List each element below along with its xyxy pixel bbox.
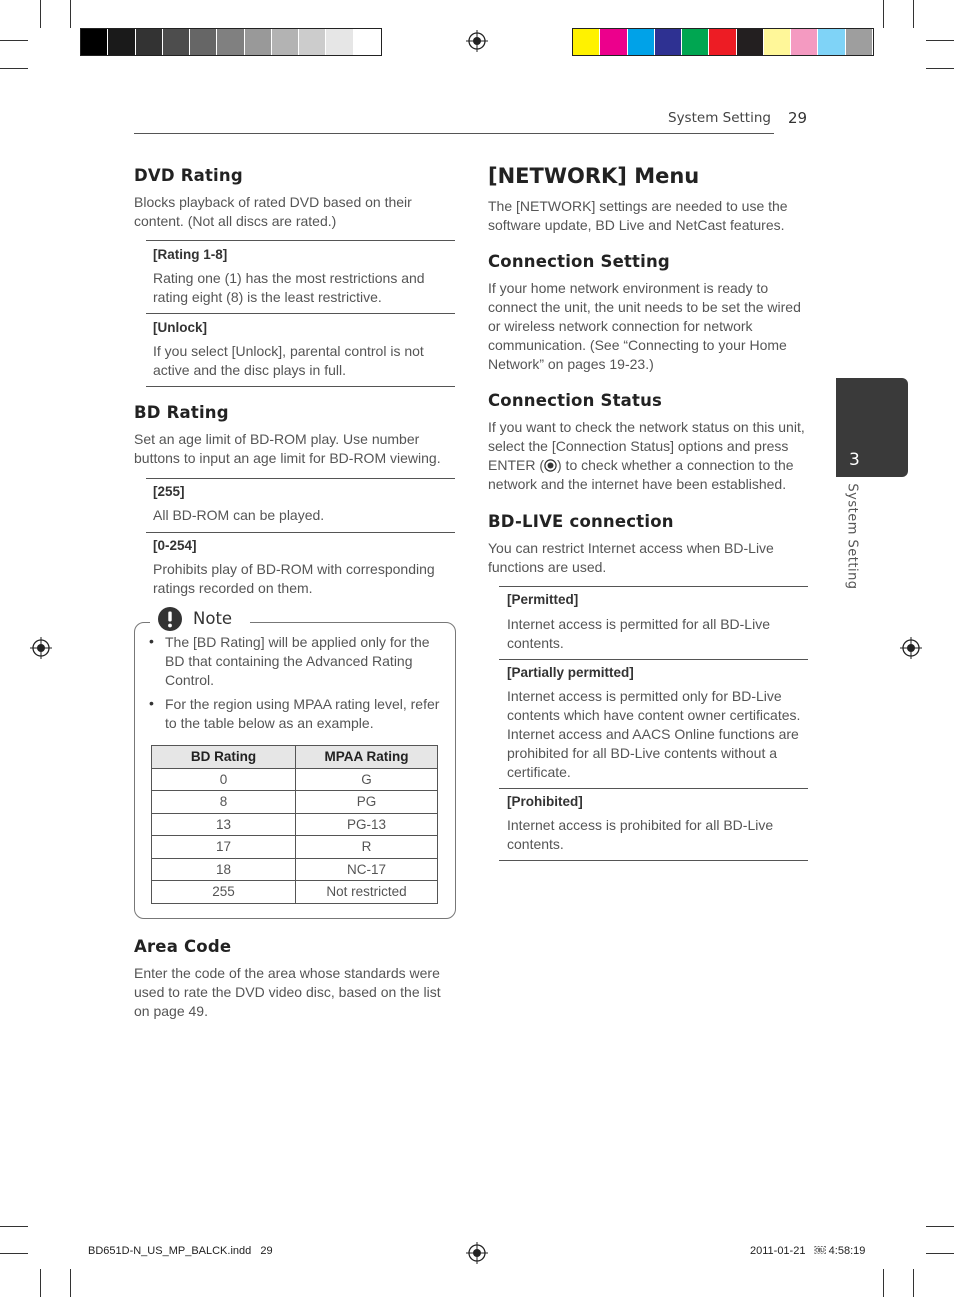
column-header: MPAA Rating bbox=[296, 746, 438, 769]
calibration-swatch bbox=[299, 29, 325, 55]
option-title: [Partially permitted] bbox=[507, 665, 634, 680]
exclamation-icon bbox=[157, 606, 183, 632]
table-cell: 0 bbox=[152, 768, 296, 791]
divider bbox=[146, 386, 455, 387]
bd-rating-heading: BD Rating bbox=[134, 403, 229, 422]
table-cell: PG bbox=[296, 791, 438, 814]
divider bbox=[499, 860, 808, 861]
calibration-swatch bbox=[272, 29, 298, 55]
footer-timestamp: 2011-01-21 ￼ 4:58:19 bbox=[750, 1245, 866, 1257]
calibration-swatch bbox=[600, 29, 626, 55]
calibration-swatch bbox=[737, 29, 763, 55]
bd-live-description: You can restrict Internet access when BD-Live functions are used. bbox=[488, 540, 774, 575]
divider bbox=[146, 313, 455, 314]
divider bbox=[499, 586, 808, 587]
connection-status-description bbox=[488, 418, 810, 494]
chapter-number: 3 bbox=[849, 450, 860, 470]
calibration-swatch bbox=[764, 29, 790, 55]
calibration-swatch bbox=[573, 29, 599, 55]
option-description: Internet access is permitted only for BD-Live contents which have content owner certificates. Internet access and AACS Online functions are prohibited for all BD-Live contents without a certificate. bbox=[507, 688, 801, 780]
option-description: All BD-ROM can be played. bbox=[153, 507, 325, 523]
calibration-swatch bbox=[682, 29, 708, 55]
header-section-title: System Setting bbox=[668, 110, 771, 126]
note-label: Note bbox=[193, 609, 233, 628]
table-cell: 8 bbox=[152, 791, 296, 814]
calibration-swatch bbox=[791, 29, 817, 55]
note-bullet: For the region using MPAA rating level, refer to the table below as an example. bbox=[165, 696, 440, 731]
bullet-icon: • bbox=[149, 633, 154, 649]
connection-status-text-1: If you want to check the network status on this unit, select the [Connection Status] options and press ENTER ( bbox=[488, 419, 805, 473]
color-calibration-bar bbox=[572, 28, 874, 56]
table-cell: G bbox=[296, 768, 438, 791]
table-row bbox=[152, 836, 438, 859]
calibration-swatch bbox=[190, 29, 216, 55]
table-cell: 17 bbox=[152, 836, 296, 859]
footer-file-name: BD651D-N_US_MP_BALCK.indd 29 bbox=[88, 1245, 273, 1257]
connection-status-heading: Connection Status bbox=[488, 391, 663, 410]
option-description: Rating one (1) has the most restrictions and rating eight (8) is the least restrictive. bbox=[153, 270, 425, 305]
registration-mark-icon bbox=[466, 30, 488, 52]
calibration-swatch bbox=[217, 29, 243, 55]
enter-button-icon bbox=[544, 459, 557, 472]
column-header: BD Rating bbox=[152, 746, 296, 769]
calibration-swatch bbox=[163, 29, 189, 55]
divider bbox=[499, 788, 808, 789]
calibration-swatch bbox=[846, 29, 872, 55]
connection-setting-description: If your home network environment is ready to connect the unit, the unit needs to be set the wired or wireless network connection for network communication. (See “Connecting to your Home Network” on pages 19-23.) bbox=[488, 280, 801, 372]
option-title: [Unlock] bbox=[153, 320, 207, 335]
table-header-row bbox=[152, 746, 438, 769]
calibration-swatch bbox=[326, 29, 352, 55]
table-cell: 13 bbox=[152, 813, 296, 836]
table-row bbox=[152, 791, 438, 814]
option-description: Internet access is permitted for all BD-Live contents. bbox=[507, 616, 770, 651]
bd-live-heading: BD-LIVE connection bbox=[488, 512, 674, 531]
rating-table bbox=[151, 745, 438, 904]
area-code-heading: Area Code bbox=[134, 937, 232, 956]
chapter-tab-label: System Setting bbox=[844, 483, 860, 590]
table-row bbox=[152, 768, 438, 791]
calibration-swatch bbox=[628, 29, 654, 55]
calibration-swatch bbox=[354, 29, 380, 55]
network-description: The [NETWORK] settings are needed to use the software update, BD Live and NetCast features. bbox=[488, 198, 788, 233]
header-rule bbox=[134, 133, 774, 134]
calibration-swatch bbox=[245, 29, 271, 55]
divider bbox=[499, 659, 808, 660]
divider bbox=[146, 532, 455, 533]
table-cell: R bbox=[296, 836, 438, 859]
table-row bbox=[152, 881, 438, 904]
option-title: [Permitted] bbox=[507, 592, 579, 607]
registration-mark-icon bbox=[900, 637, 922, 659]
table-cell: NC-17 bbox=[296, 858, 438, 881]
calibration-swatch bbox=[655, 29, 681, 55]
calibration-swatch bbox=[818, 29, 844, 55]
page-number: 29 bbox=[788, 109, 808, 127]
connection-setting-heading: Connection Setting bbox=[488, 252, 670, 271]
option-title: [0-254] bbox=[153, 538, 197, 553]
registration-mark-icon bbox=[466, 1242, 488, 1264]
table-cell: Not restricted bbox=[296, 881, 438, 904]
table-cell: PG-13 bbox=[296, 813, 438, 836]
calibration-swatch bbox=[81, 29, 107, 55]
option-description: Internet access is prohibited for all BD-Live contents. bbox=[507, 817, 774, 852]
calibration-swatch bbox=[108, 29, 134, 55]
registration-mark-icon bbox=[30, 637, 52, 659]
option-title: [Prohibited] bbox=[507, 794, 583, 809]
area-code-description: Enter the code of the area whose standards were used to rate the DVD video disc, based on the list on page 49. bbox=[134, 965, 441, 1019]
network-menu-title: [NETWORK] Menu bbox=[488, 164, 700, 188]
divider bbox=[146, 478, 455, 479]
chapter-tab bbox=[836, 378, 908, 477]
option-description: If you select [Unlock], parental control is not active and the disc plays in full. bbox=[153, 343, 424, 378]
table-cell: 255 bbox=[152, 881, 296, 904]
option-description: Prohibits play of BD-ROM with corresponding ratings recorded on them. bbox=[153, 561, 435, 596]
dvd-rating-description: Blocks playback of rated DVD based on their content. (Not all discs are rated.) bbox=[134, 194, 412, 229]
grayscale-calibration-bar bbox=[80, 28, 382, 56]
divider bbox=[146, 240, 455, 241]
dvd-rating-heading: DVD Rating bbox=[134, 166, 243, 185]
calibration-swatch bbox=[136, 29, 162, 55]
bullet-icon: • bbox=[149, 695, 154, 711]
option-title: [255] bbox=[153, 484, 185, 499]
table-row bbox=[152, 858, 438, 881]
calibration-swatch bbox=[709, 29, 735, 55]
table-cell: 18 bbox=[152, 858, 296, 881]
connection-status-text-2: ) to check whether a connection to the network and the internet have been established. bbox=[488, 457, 794, 492]
option-title: [Rating 1-8] bbox=[153, 247, 228, 262]
note-bullet: The [BD Rating] will be applied only for the BD that containing the Advanced Rating Control. bbox=[165, 634, 430, 688]
table-row bbox=[152, 813, 438, 836]
bd-rating-description: Set an age limit of BD-ROM play. Use number buttons to input an age limit for BD-ROM viewing. bbox=[134, 431, 441, 466]
